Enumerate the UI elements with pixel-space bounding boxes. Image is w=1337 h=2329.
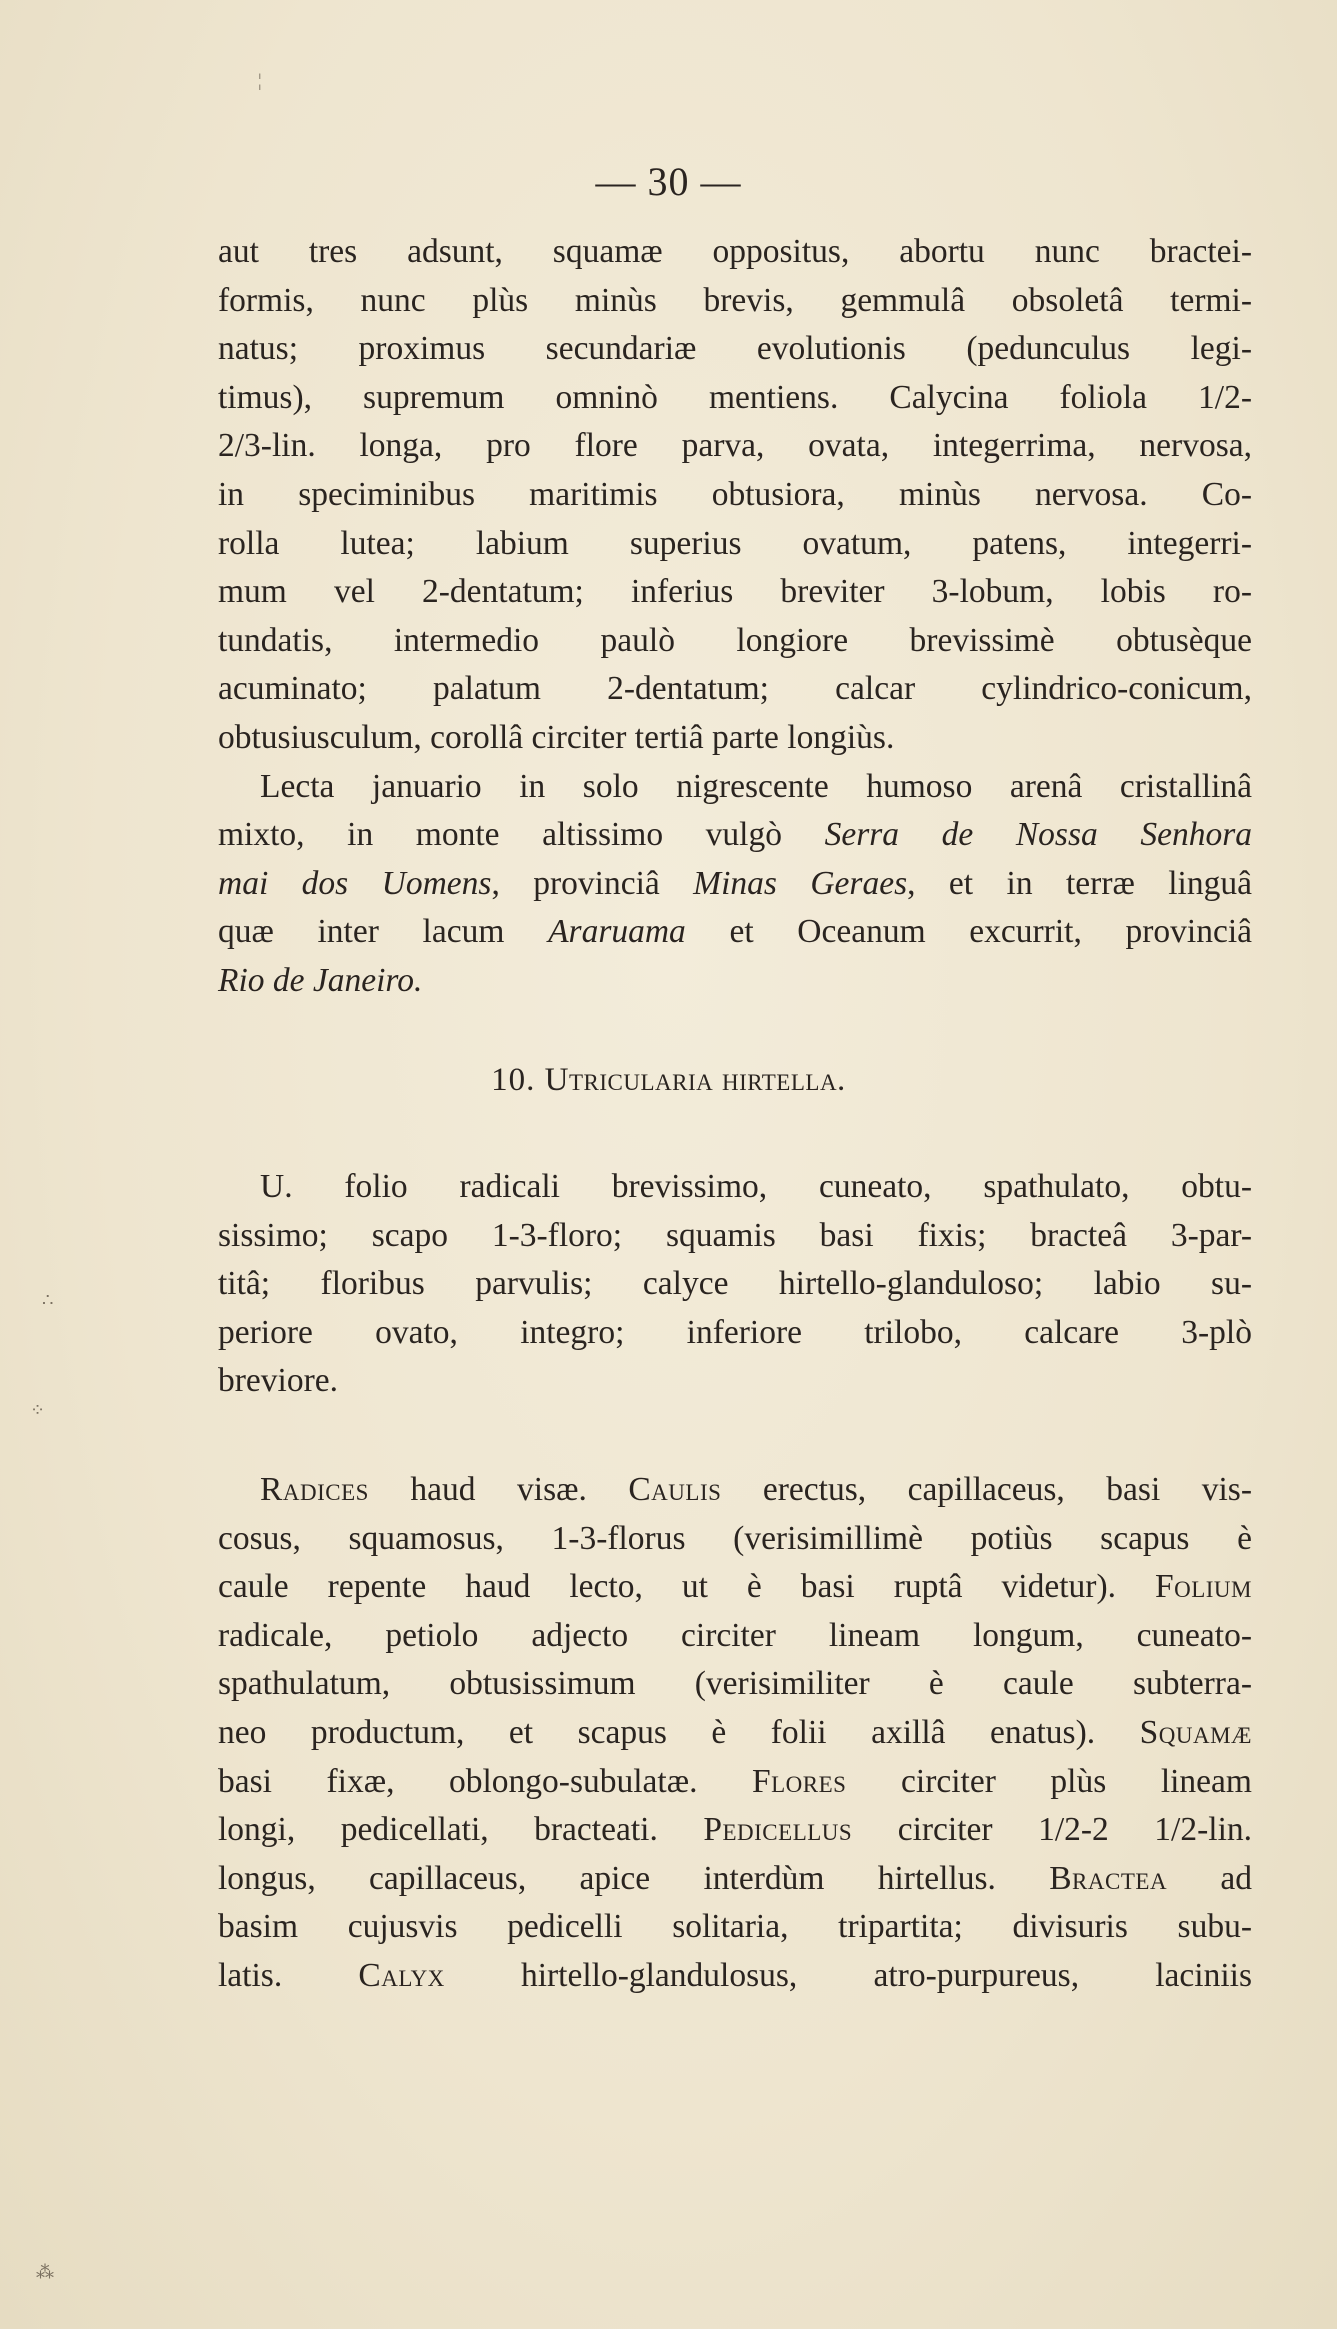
species-title [0,1062,1337,1099]
species-number: 10. [491,1062,536,1098]
page-number: — 30 — [595,159,742,204]
morphology-line: longi, pedicellati, bracteati. Pedicellus circiter 1/2-2 1/2-lin. [218,1811,1252,1849]
text-line: formis, nunc plùs minùs brevis, gemmulâ obsoletâ termi- [218,281,1252,319]
text-line: aut tres adsunt, squamæ oppositus, abortu nunc bractei- [218,233,1252,270]
morphology-line: latis. Calyx hirtello-glandulosus, atro-purpureus, laciniis [218,1956,1252,1994]
morphology-line: radicale, petiolo adjecto circiter lineam longum, cuneato- [218,1616,1252,1654]
diagnosis-line: sissimo; scapo 1-3-floro; squamis basi fixis; bracteâ 3-par- [218,1216,1252,1254]
text-line: obtusiusculum, corollâ circiter tertiâ parte longiùs. [218,718,895,756]
margin-smudge: ⁘ [30,1400,46,1420]
morphology-line: basim cujusvis pedicelli solitaria, tripartita; divisuris subu- [218,1908,1252,1946]
morphology-paragraph [218,1466,1252,2001]
paragraph-description-continued [218,228,1252,1006]
morphology-line: spathulatum, obtusissimum (verisimiliter è caule subterra- [218,1665,1252,1703]
diagnosis-line: periore ovato, integro; inferiore trilobo, calcare 3-plò [218,1313,1252,1351]
text-line: tundatis, intermedio paulò longiore brevissimè obtusèque [218,621,1252,659]
margin-smudge: ∴ [42,1290,54,1310]
diagnosis-paragraph [218,1163,1252,1406]
text-line: mum vel 2-dentatum; inferius breviter 3-lobum, lobis ro- [218,573,1252,611]
locality-line: Lecta januario in solo nigrescente humoso arenâ cristallinâ [260,767,1252,805]
locality-line: Rio de Janeiro. [218,961,423,999]
text-line: rolla lutea; labium superius ovatum, patens, integerri- [218,524,1252,562]
text-line: timus), supremum omninò mentiens. Calycina foliola 1/2- [218,378,1252,416]
locality-line: mai dos Uomens, provinciâ Minas Geraes, et in terræ linguâ [218,864,1252,902]
diagnosis-line: titâ; floribus parvulis; calyce hirtello-glanduloso; labio su- [218,1265,1252,1303]
locality-line: mixto, in monte altissimo vulgò Serra de Nossa Senhora [218,816,1253,854]
morphology-line: neo productum, et scapus è folii axillâ enatus). Squamæ [218,1713,1252,1751]
morphology-line: longus, capillaceus, apice interdùm hirtellus. Bractea ad [218,1859,1252,1897]
morphology-line: caule repente haud lecto, ut è basi ruptâ videtur). Folium [218,1568,1252,1606]
diagnosis-line: breviore. [218,1362,338,1400]
diagnosis-line: U. folio radicali brevissimo, cuneato, spathulato, obtu- [260,1168,1252,1205]
species-name: Utricularia hirtella. [544,1062,846,1098]
margin-smudge: ⁂ [36,2262,54,2282]
text-line: natus; proximus secundariæ evolutionis (pedunculus legi- [218,330,1252,368]
locality-line: quæ inter lacum Araruama et Oceanum excurrit, provinciâ [218,913,1252,951]
morphology-line: Radices haud visæ. Caulis erectus, capillaceus, basi vis- [260,1471,1253,1508]
morphology-line: basi fixæ, oblongo-subulatæ. Flores circiter plùs lineam [218,1762,1252,1800]
text-line: acuminato; palatum 2-dentatum; calcar cylindrico-conicum, [218,670,1252,708]
morphology-line: cosus, squamosus, 1-3-florus (verisimillimè potiùs scapus è [218,1519,1252,1557]
text-line: in speciminibus maritimis obtusiora, minùs nervosa. Co- [218,475,1252,513]
margin-speck: ¦ [258,70,262,90]
text-line: 2/3-lin. longa, pro flore parva, ovata, integerrima, nervosa, [218,427,1252,465]
